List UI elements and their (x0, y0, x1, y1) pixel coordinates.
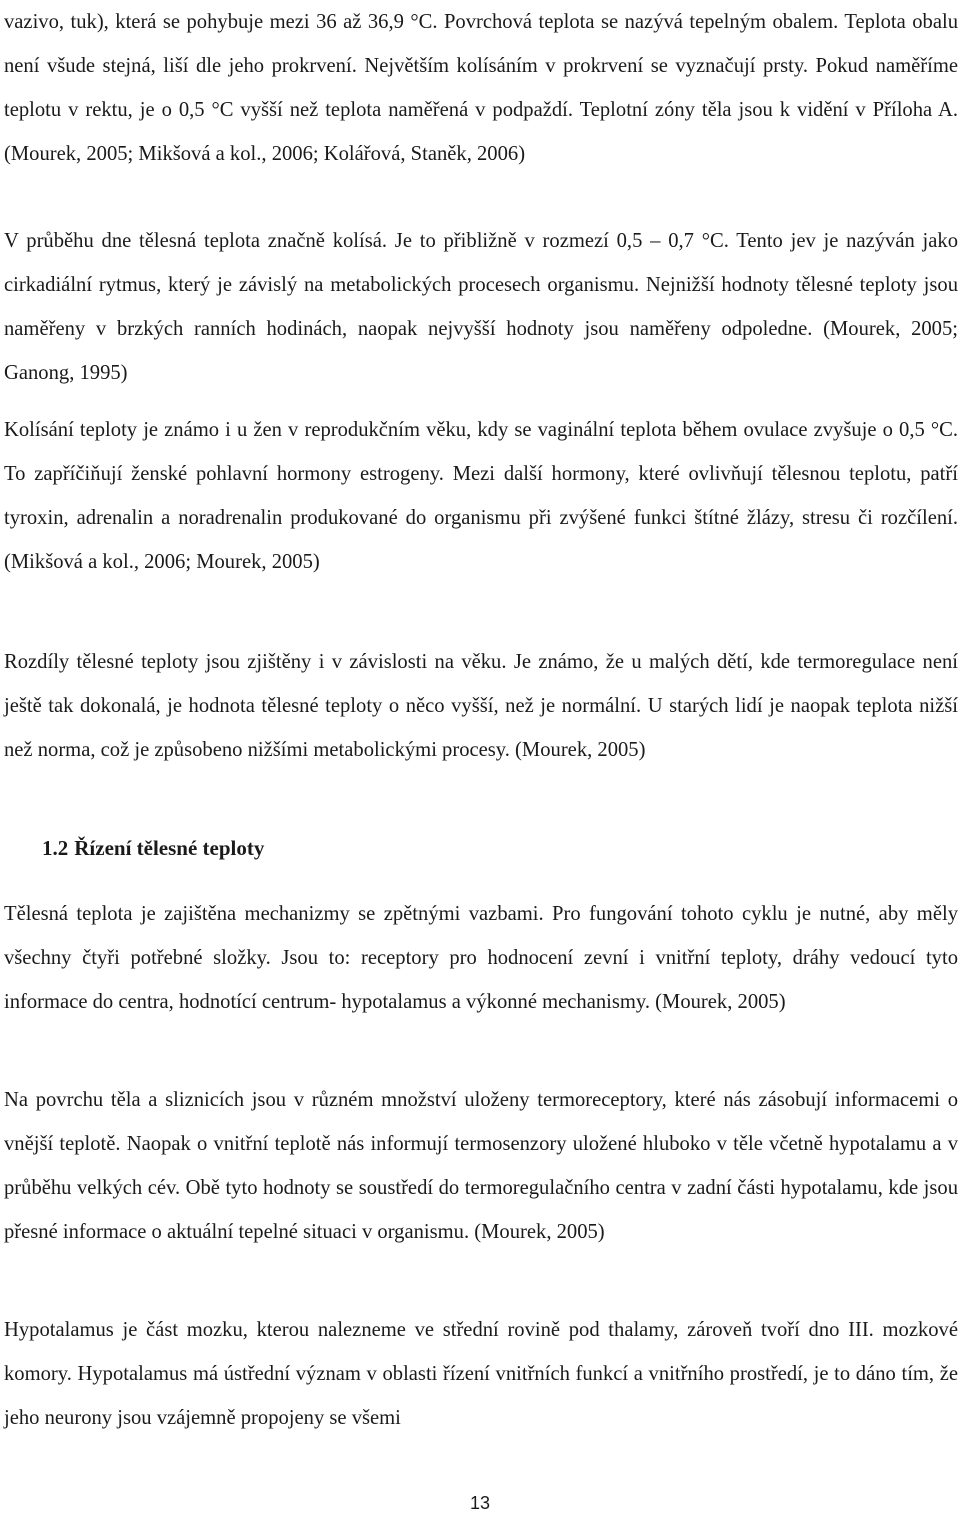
paragraph-age-differences: Rozdíly tělesné teploty jsou zjištěny i v závislosti na věku. Je známo, že u malých dětí, kde termoregulace není ještě tak dokonalá, je hodnota tělesné teploty o něco vyšší, než je normální. U starých lidí je naopak teplota nižší než norma, což je způsobeno nižšími metabolickými procesy. (Mourek, 2005) (4, 651, 958, 761)
page-number: 13 (469, 1493, 491, 1513)
paragraph-body-temperature: vazivo, tuk), která se pohybuje mezi 36 až 36,9 °C. Povrchová teplota se nazývá tepelným obalem. Teplota obalu není všude stejná, liší dle jeho prokrvení. Největším kolísáním v prokrvení se vyznačují prsty. Pokud naměříme teplotu v rektu, je o 0,5 °C vyšší než teplota naměřená v podpaždí. Teplotní zóny těla jsou k vidění v Příloha A. (Mourek, 2005; Mikšová a kol., 2006; Kolářová, Staněk, 2006) (4, 11, 958, 165)
paragraph-ovulation-hormones: Kolísání teploty je známo i u žen v reprodukčním věku, kdy se vaginální teplota během ovulace zvyšuje o 0,5 °C. To zapříčiňují ženské pohlavní hormony estrogeny. Mezi další hormony, které ovlivňují tělesnou teplotu, patří tyroxin, adrenalin a noradrenalin produkované do organismu při zvýšené funkci štítné žlázy, stresu či rozčílení. (Mikšová a kol., 2006; Mourek, 2005) (4, 419, 958, 573)
paragraph-feedback-mechanisms: Tělesná teplota je zajištěna mechanizmy se zpětnými vazbami. Pro fungování tohoto cyklu je nutné, aby měly všechny čtyři potřebné složky. Jsou to: receptory pro hodnocení zevní i vnitřní teploty, dráhy vedoucí tyto informace do centra, hodnotící centrum- hypotalamus a výkonné mechanismy. (Mourek, 2005) (4, 903, 958, 1013)
paragraph-thermoreceptors: Na povrchu těla a sliznicích jsou v různém množství uloženy termoreceptory, které nás zásobují informacemi o vnější teplotě. Naopak o vnitřní teplotě nás informují termosenzory uložené hluboko v těle včetně hypotalamu a v průběhu velkých cév. Obě tyto hodnoty se soustředí do termoregulačního centra v zadní části hypotalamu, kde jsou přesné informace o aktuální tepelné situaci v organismu. (Mourek, 2005) (4, 1089, 958, 1243)
section-title: Řízení tělesné teploty (74, 836, 265, 860)
section-heading (42, 826, 264, 870)
paragraph-circadian-rhythm: V průběhu dne tělesná teplota značně kolísá. Je to přibližně v rozmezí 0,5 – 0,7 °C. Tento jev je nazýván jako cirkadiální rytmus, který je závislý na metabolických procesech organismu. Nejnižší hodnoty tělesné teploty jsou naměřeny v brzkých ranních hodinách, naopak nejvyšší hodnoty jsou naměřeny odpoledne. (Mourek, 2005; Ganong, 1995) (4, 230, 958, 384)
section-number: 1.2 (42, 836, 69, 860)
paragraph-hypothalamus: Hypotalamus je část mozku, kterou nalezneme ve střední rovině pod thalamy, zároveň tvoří dno III. mozkové komory. Hypotalamus má ústřední význam v oblasti řízení vnitřních funkcí a vnitřního prostředí, je to dáno tím, že jeho neurony jsou vzájemně propojeny se všemi (4, 1319, 958, 1429)
